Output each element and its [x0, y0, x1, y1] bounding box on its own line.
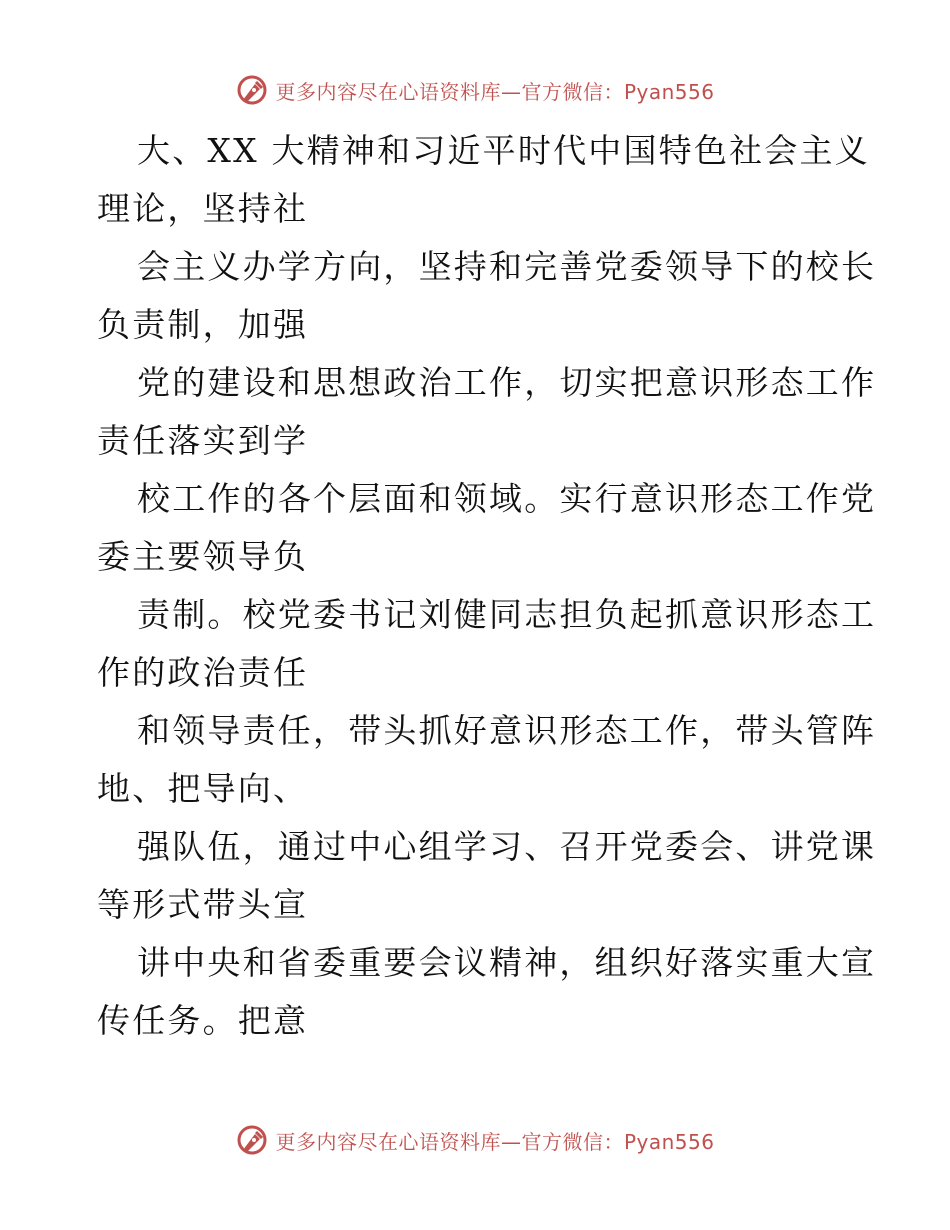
text-line: 大、XX 大精神和习近平时代中国特色社会主义 [137, 131, 870, 170]
text-line: 讲中央和省委重要会议精神，组织好落实重大宣 [137, 943, 877, 982]
banner-text: 更多内容尽在心语资料库—官方微信：Pyan556 [275, 1129, 715, 1154]
text-line: 责任落实到学 [97, 421, 309, 460]
text-line: 校工作的各个层面和领域。实行意识形态工作党 [137, 479, 877, 518]
text-line: 会主义办学方向，坚持和完善党委领导下的校长 [137, 247, 877, 286]
footer-banner [0, 1120, 950, 1160]
document-body [97, 122, 877, 1050]
text-line: 责制。校党委书记刘健同志担负起抓意识形态工 [137, 595, 877, 634]
text-line: 强队伍，通过中心组学习、召开党委会、讲党课 [137, 827, 877, 866]
text-line: 传任务。把意 [97, 1001, 309, 1040]
pen-nib-logo-icon [235, 73, 269, 107]
text-line: 和领导责任，带头抓好意识形态工作，带头管阵 [137, 711, 877, 750]
pen-nib-logo-icon [235, 1123, 269, 1157]
text-line: 负责制，加强 [97, 305, 309, 344]
banner-text: 更多内容尽在心语资料库—官方微信：Pyan556 [275, 79, 715, 104]
text-line: 理论，坚持社 [97, 189, 309, 228]
text-line: 委主要领导负 [97, 537, 309, 576]
text-line: 地、把导向、 [97, 769, 309, 808]
text-line: 作的政治责任 [97, 653, 309, 692]
header-banner [0, 70, 950, 110]
text-line: 等形式带头宣 [97, 885, 309, 924]
text-line: 党的建设和思想政治工作，切实把意识形态工作 [137, 363, 877, 402]
